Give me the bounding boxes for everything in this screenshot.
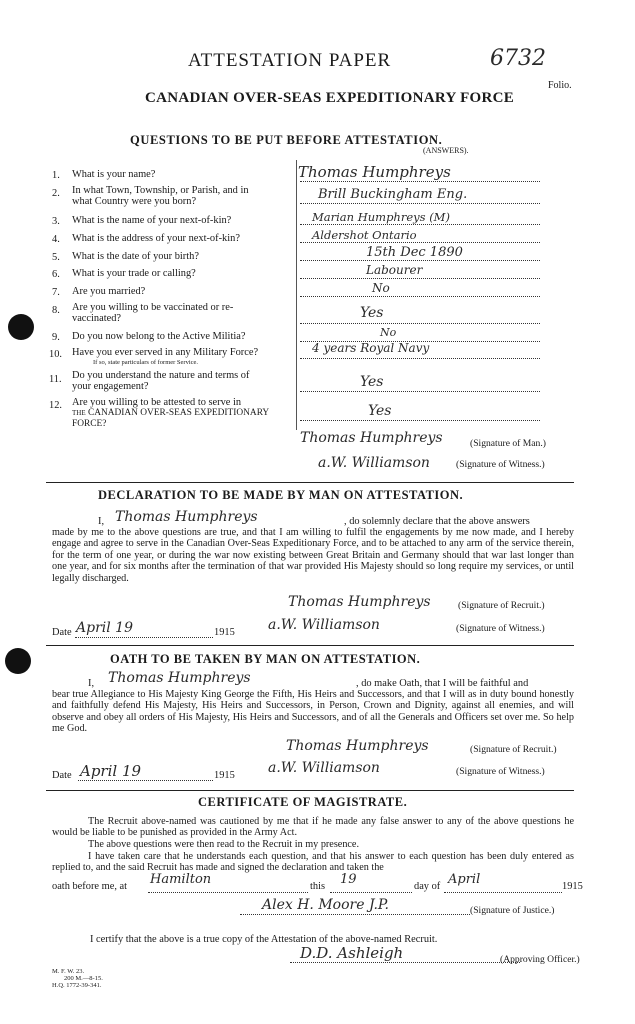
question-number: 5.	[52, 252, 60, 263]
folio-number: 6732	[490, 46, 546, 71]
question-number: 11.	[49, 374, 62, 385]
declaration-recruit-signature: Thomas Humphreys	[288, 594, 431, 610]
oath-year: 1915	[214, 770, 235, 781]
question-text: Are you married?	[72, 286, 146, 297]
question-text-cont: FORCE?	[72, 419, 107, 429]
question-text: Do you understand the nature and terms of	[72, 370, 250, 381]
question-number: 12.	[49, 400, 62, 411]
question-number: 2.	[52, 188, 60, 199]
certificate-this: this	[310, 881, 326, 892]
approving-officer-label: (Approving Officer.)	[500, 954, 580, 965]
divider	[46, 790, 574, 791]
certify-text: I certify that the above is a true copy of the Attestation of the above-named Recruit.	[90, 934, 438, 945]
question-number: 3.	[52, 216, 60, 227]
questions-heading: QUESTIONS TO BE PUT BEFORE ATTESTATION.	[130, 133, 443, 147]
certificate-day: 19	[340, 872, 357, 887]
question-text: Are you willing to be vaccinated or re-	[72, 302, 234, 313]
certificate-place: Hamilton	[150, 872, 212, 887]
question-note: If so, state particulars of former Service.	[93, 359, 199, 366]
question-text: What is the date of your birth?	[72, 251, 199, 262]
declaration-witness-signature: a.W. Williamson	[268, 617, 380, 633]
question-text: In what Town, Township, or Parish, and in	[72, 185, 249, 196]
declaration-recruit-label: (Signature of Recruit.)	[458, 600, 545, 611]
folio-label: Folio.	[548, 80, 572, 91]
certificate-oath-before: oath before me, at	[52, 881, 128, 892]
oath-text-start: , do make Oath, that I will be faithful and	[356, 678, 529, 689]
answer-willing-attest: Yes	[368, 403, 392, 419]
declaration-heading: DECLARATION TO BE MADE BY MAN ON ATTESTATION.	[98, 488, 464, 502]
oath-recruit-label: (Signature of Recruit.)	[470, 744, 557, 755]
signature-of-man: Thomas Humphreys	[300, 430, 443, 446]
certificate-body: The Recruit above-named was cautioned by me that if he made any false answer to any of the above questions he would be liable to be punished as provided in the Army Act.	[52, 816, 574, 839]
answer-military-service: 4 years Royal Navy	[312, 341, 430, 355]
divider	[46, 645, 574, 646]
oath-body: bear true Allegiance to His Majesty King George the Fifth, His Heirs and Successors, and that I will as in duty bound honestly and faithfully defend His Majesty, His Heirs and Successors, in Person, Crown and Dignity, against all enemies, and will observe and obey all orders of His Majesty, His Heirs and Successors, and of all the Generals and Officers set over me. So help me God.	[52, 689, 574, 735]
question-text: Have you ever served in any Military Force?	[72, 347, 259, 358]
answer-militia: No	[380, 326, 397, 339]
question-text: What is the name of your next-of-kin?	[72, 215, 232, 226]
question-text-cont: vaccinated?	[72, 313, 122, 324]
answers-label: (ANSWERS).	[423, 146, 469, 155]
question-number: 8.	[52, 305, 60, 316]
declaration-body: made by me to the above questions are true, and that I am willing to fulfil the engagements by me now made, and I hereby engage and agree to serve in the Canadian Over-Seas Expeditionary Force, and to be attached to any arm of the service therein, for the term of one year, or during the war now existing between Great Britain and Germany should that war last longer than one year, and for six months after the termination of that war provided His Majesty should so long require my services, or until legally discharged.	[52, 527, 574, 584]
question-number: 10.	[49, 349, 62, 360]
declaration-date-label: Date	[52, 627, 72, 638]
signature-of-man-label: (Signature of Man.)	[470, 438, 546, 449]
declaration-i: I,	[98, 516, 105, 527]
question-text-cont: what Country were you born?	[72, 196, 197, 207]
question-number: 4.	[52, 234, 60, 245]
question-text: What is your trade or calling?	[72, 268, 196, 279]
answer-married: No	[372, 281, 390, 295]
declaration-witness-label: (Signature of Witness.)	[456, 623, 545, 634]
question-number: 7.	[52, 287, 60, 298]
justice-signature: Alex H. Moore J.P.	[262, 897, 389, 913]
question-number: 9.	[52, 332, 60, 343]
declaration-year: 1915	[214, 627, 235, 638]
form-number-3: H.Q. 1772-39-341.	[52, 982, 102, 989]
answer-birth-date: 15th Dec 1890	[366, 245, 463, 260]
oath-witness-signature: a.W. Williamson	[268, 760, 380, 776]
certificate-heading: CERTIFICATE OF MAGISTRATE.	[198, 795, 408, 809]
divider	[46, 482, 574, 483]
answer-understand: Yes	[360, 374, 384, 390]
signature-of-witness-label: (Signature of Witness.)	[456, 459, 545, 470]
justice-signature-label: (Signature of Justice.)	[470, 905, 555, 916]
certificate-body-2: The above questions were then read to the Recruit in my presence.	[88, 839, 360, 850]
declaration-name: Thomas Humphreys	[115, 509, 258, 525]
question-text: Do you now belong to the Active Militia?	[72, 331, 246, 342]
certificate-day-of: day of	[414, 881, 441, 892]
certificate-month: April	[448, 872, 481, 887]
answer-birthplace: Brill Buckingham Eng.	[318, 187, 468, 202]
question-text-cont: the CANADIAN OVER-SEAS EXPEDITIONARY	[72, 408, 270, 418]
question-number: 1.	[52, 170, 60, 181]
oath-heading: OATH TO BE TAKEN BY MAN ON ATTESTATION.	[110, 652, 421, 666]
oath-date-label: Date	[52, 770, 72, 781]
declaration-text-start: , do solemnly declare that the above answers	[344, 516, 530, 527]
question-text: Are you willing to be attested to serve in	[72, 397, 242, 408]
form-number-2: 200 M.—8-15.	[64, 975, 103, 982]
answer-kin-address: Aldershot Ontario	[312, 228, 417, 242]
answer-trade: Labourer	[366, 263, 423, 277]
oath-recruit-signature: Thomas Humphreys	[286, 738, 429, 754]
answer-next-of-kin: Marian Humphreys (M)	[312, 210, 450, 224]
form-number-1: M. F. W. 23.	[52, 968, 85, 975]
certificate-body-3: I have taken care that he understands each question, and that his answer to each question has been duly entered as replied to, and the said Recruit has made and signed the declaration and taken the	[52, 851, 574, 874]
punch-hole-bottom	[5, 648, 31, 674]
approving-officer-signature: D.D. Ashleigh	[300, 944, 404, 962]
signature-of-witness: a.W. Williamson	[318, 455, 430, 471]
certificate-year: 1915	[562, 881, 583, 892]
declaration-date: April 19	[76, 620, 133, 636]
question-text-cont: your engagement?	[72, 381, 149, 392]
oath-date: April 19	[80, 762, 142, 780]
answer-vaccinated: Yes	[360, 305, 384, 321]
page-title: ATTESTATION PAPER	[188, 50, 392, 71]
answers-divider	[296, 160, 297, 430]
punch-hole-top	[8, 314, 34, 340]
question-number: 6.	[52, 269, 60, 280]
page-subtitle: CANADIAN OVER-SEAS EXPEDITIONARY FORCE	[145, 90, 515, 106]
answer-name: Thomas Humphreys	[298, 163, 451, 181]
oath-name: Thomas Humphreys	[108, 670, 251, 686]
question-text: What is the address of your next-of-kin?	[72, 233, 240, 244]
question-text: What is your name?	[72, 169, 156, 180]
oath-witness-label: (Signature of Witness.)	[456, 766, 545, 777]
oath-i: I,	[88, 678, 95, 689]
